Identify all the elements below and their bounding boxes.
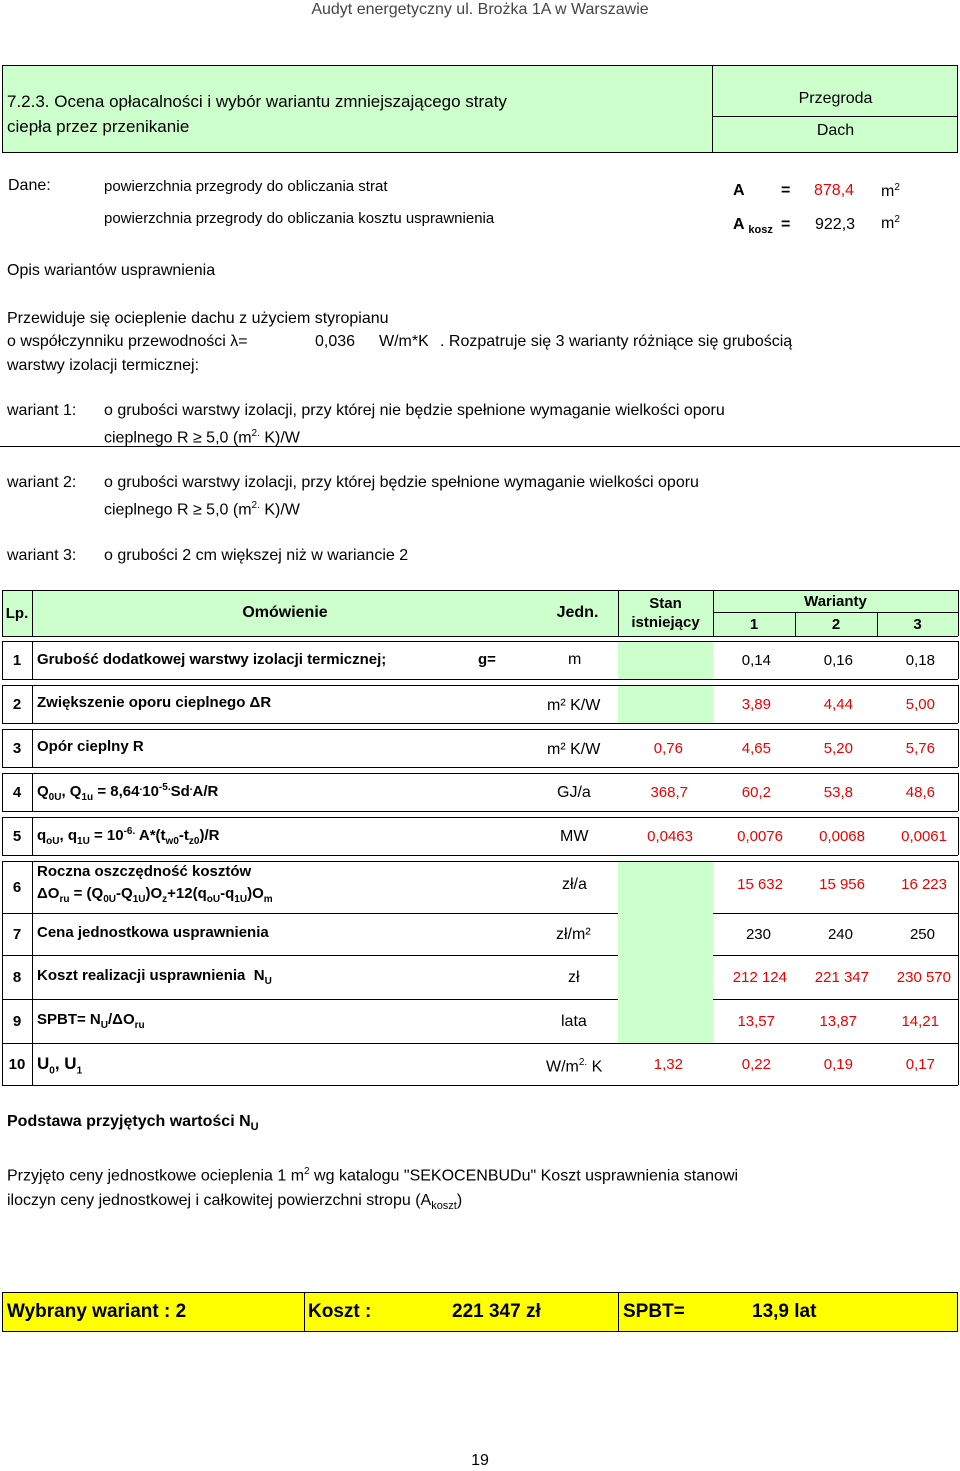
podstawa-heading: Podstawa przyjętych wartości $N_U$: [7, 1113, 259, 1134]
row6-v3: 16 223: [901, 875, 947, 893]
row2-v3: 5,00: [905, 695, 935, 713]
row4-stan: 368,7: [650, 783, 688, 801]
dane-label: Dane:: [8, 177, 51, 194]
opis-p3: warstwy izolacji termicznej:: [7, 357, 200, 374]
row3-v2: 5,20: [823, 739, 853, 757]
row3-v1: 4,65: [741, 739, 771, 757]
opis-p2c: W/m*K: [379, 333, 429, 350]
row1-desc: Grubość dodatkowej warstwy izolacji termicznej;: [37, 651, 387, 668]
row4-v3: 48,6: [905, 783, 935, 801]
row2-v2: 4,44: [823, 695, 853, 713]
row5-v3: 0,0061: [901, 827, 947, 845]
row3-desc: Opór cieplny R: [37, 738, 144, 755]
row8-v1: 212 124: [732, 968, 787, 986]
wariant2-text: o grubości warstwy izolacji, przy której będzie spełnione wymaganie wielkości oporu: [104, 474, 699, 491]
spbt-label: SPBT=: [623, 1301, 685, 1322]
row10-v3: 0,17: [905, 1055, 935, 1073]
row5-stan: 0,0463: [647, 827, 693, 845]
row4-v1: 60,2: [741, 783, 771, 801]
row2-unit: m² K/W: [547, 697, 601, 714]
dane-row1-value: 878,4: [814, 182, 855, 199]
row2-v1: 3,89: [741, 695, 771, 713]
spbt-value: 13,9 lat: [752, 1301, 817, 1322]
opis-heading: Opis wariantów usprawnienia: [7, 262, 216, 279]
row7-v2: 240: [827, 925, 853, 943]
dane-row2-text: powierzchnia przegrody do obliczania kosztu usprawnienia: [104, 210, 495, 227]
row8-v2: 221 347: [814, 968, 869, 986]
wariant1-text: o grubości warstwy izolacji, przy której nie będzie spełnione wymaganie wielkości oporu: [104, 402, 725, 419]
dane-row1-text: powierzchnia przegrody do obliczania strat: [104, 178, 388, 195]
table-row: 5: [12, 827, 22, 845]
row4-unit: GJ/a: [557, 784, 591, 801]
row4-desc: $Q_{0U}$, $Q_{1u} = 8,64^.10^{-5.}Sd^.A/R$: [37, 782, 219, 803]
row4-v2: 53,8: [823, 783, 853, 801]
dane-row1-symbol: A: [733, 182, 745, 199]
col-v3-header: 3: [913, 616, 922, 633]
table-row: 2: [12, 695, 22, 713]
row1-v2: 0,16: [823, 651, 853, 669]
cost-value: 221 347 zł: [452, 1301, 541, 1322]
row1-v1: 0,14: [741, 651, 771, 669]
row8-v3: 230 570: [896, 968, 951, 986]
row9-desc: SPBT= $N_U/\Delta O_{ru}$: [37, 1011, 145, 1031]
row3-v3: 5,76: [905, 739, 935, 757]
table-row: 4: [12, 783, 22, 801]
row2-desc: Zwiększenie oporu cieplnego ΔR: [37, 694, 272, 711]
row7-v3: 250: [909, 925, 935, 943]
podstawa-p2: iloczyn ceny jednostkowej i całkowitej powierzchni stropu $(A_{koszt})$: [7, 1192, 463, 1213]
wariant1-label: wariant 1:: [7, 402, 77, 419]
row3-unit: m² K/W: [547, 741, 601, 758]
selected-variant: Wybrany wariant : 2: [7, 1301, 187, 1322]
row6-v2: 15 956: [819, 875, 865, 893]
row10-desc: $U_0$, $U_1$: [37, 1054, 83, 1077]
row7-v1: 230: [745, 925, 771, 943]
row8-unit: zł: [568, 969, 580, 986]
dane-row2-unit: $m^2$: [881, 214, 900, 232]
row9-v2: 13,87: [819, 1012, 857, 1030]
page-header: Audyt energetyczny ul. Brożka 1A w Warszawie: [311, 1, 649, 18]
col-lp-header: Lp.: [5, 604, 29, 622]
opis-p2d: . Rozpatruje się 3 warianty różniące się grubością: [440, 333, 793, 350]
partition-label: Przegroda: [798, 90, 873, 107]
wariant3-text: o grubości 2 cm większej niż w wariancie 2: [104, 547, 409, 564]
podstawa-p1: Przyjęto ceny jednostkowe ocieplenia 1 $m^2$ wg katalogu "SEKOCENBUDu" Koszt usprawnienia stanowi: [7, 1166, 739, 1185]
row6-desc: Roczna oszczędność kosztów: [37, 863, 252, 880]
partition-value: Dach: [816, 122, 855, 139]
row8-desc: Koszt realizacji usprawnienia $N_U$: [37, 967, 272, 987]
dane-row2-symbol: A $_{kosz}$: [733, 216, 773, 237]
col-jedn-header: Jedn.: [556, 604, 599, 621]
row5-v2: 0,0068: [819, 827, 865, 845]
row7-desc: Cena jednostkowa usprawnienia: [37, 924, 269, 941]
dane-row2-eq: =: [781, 216, 791, 233]
wariant2-label: wariant 2:: [7, 474, 77, 491]
row5-unit: MW: [560, 828, 589, 845]
table-row: 9: [12, 1012, 22, 1030]
col-omowienie-header: Omówienie: [242, 604, 328, 621]
cost-label: Koszt :: [308, 1301, 372, 1322]
dane-row2-value: 922,3: [815, 216, 856, 233]
table-row: 3: [12, 739, 22, 757]
opis-p1: Przewiduje się ocieplenie dachu z użyciem styropianu: [7, 310, 389, 327]
row6-unit: zł/a: [562, 876, 587, 893]
section-title-line2: ciepła przez przenikanie: [7, 117, 190, 136]
row1-extra: g=: [478, 651, 496, 668]
row9-v1: 13,57: [737, 1012, 775, 1030]
wariant1-text2: cieplnego R ≥ 5,0 ($m^{2.}$ K)/W: [104, 428, 300, 446]
col-v1-header: 1: [749, 616, 759, 633]
row5-v1: 0,0076: [737, 827, 783, 845]
opis-p2a: o współczynniku przewodności λ=: [7, 333, 248, 350]
table-row: 8: [12, 968, 22, 986]
row1-unit: m: [568, 651, 582, 668]
col-warianty-header: Warianty: [804, 592, 867, 610]
row9-v3: 14,21: [901, 1012, 939, 1030]
row5-desc: $q_{oU}$, $q_{1U} = 10^{-6.}$ $A*(t_{w0}-t_{z0})/R$: [37, 826, 220, 847]
row6-v1: 15 632: [737, 875, 783, 893]
wariant2-text2: cieplnego R ≥ 5,0 ($m^{2.}$ K)/W: [104, 500, 300, 519]
row10-unit: $W/m^{2.}$ K: [546, 1057, 603, 1076]
col-stan-header: Stan istniejący: [631, 595, 700, 631]
page-number: 19: [471, 1452, 489, 1469]
row6-formula: $\Delta O_{ru} = (Q_{0U}-Q_{1U})O_z+12(q_{oU}-q_{1U})O_m$: [37, 885, 273, 905]
row7-unit: zł/m²: [556, 926, 591, 943]
row9-unit: lata: [561, 1013, 587, 1030]
col-v2-header: 2: [831, 616, 841, 633]
row3-stan: 0,76: [653, 739, 683, 757]
table-row: 6: [12, 878, 22, 896]
wariant3-label: wariant 3:: [7, 547, 77, 564]
table-row: 1: [12, 651, 22, 669]
row10-v2: 0,19: [823, 1055, 853, 1073]
opis-p2b: 0,036: [315, 333, 356, 350]
row10-stan: 1,32: [653, 1055, 683, 1073]
dane-row1-unit: $m^2$: [881, 182, 900, 200]
section-title-line1: 7.2.3. Ocena opłacalności i wybór wariantu zmniejszającego straty: [7, 92, 507, 111]
row10-v1: 0,22: [741, 1055, 771, 1073]
dane-row1-eq: =: [781, 182, 791, 199]
row1-v3: 0,18: [905, 651, 935, 669]
table-row: 7: [12, 925, 22, 943]
table-row: 10: [8, 1055, 26, 1073]
